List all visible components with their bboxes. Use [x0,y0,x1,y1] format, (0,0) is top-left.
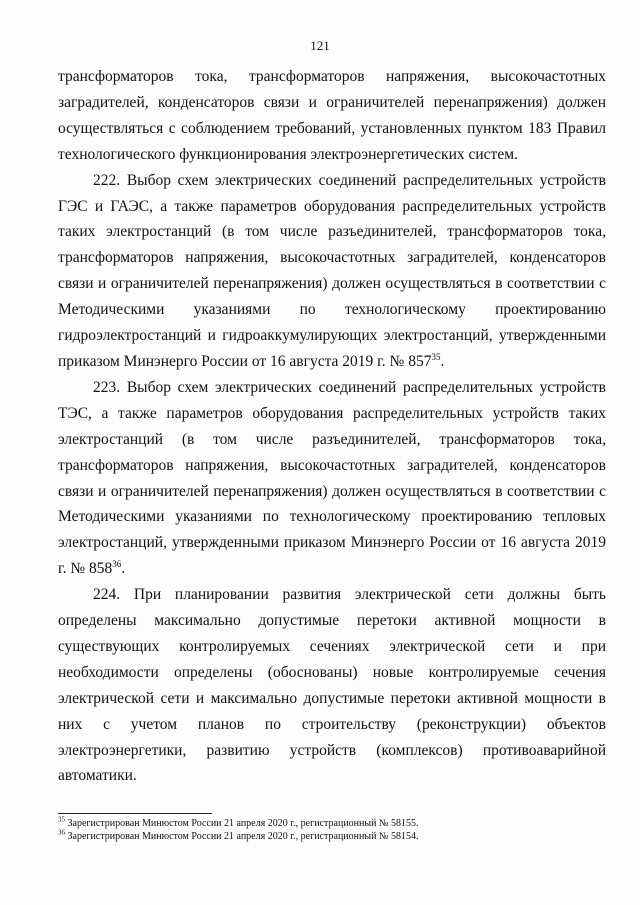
footnote-text: Зарегистрирован Минюстом России 21 апреля 2020 г., регистрационный № 58155. [67,818,419,829]
paragraph-222 [58,168,606,375]
paragraph-continued [58,64,606,168]
footnote-36 [58,828,606,844]
footnote-mark: 36 [58,828,65,837]
footnote-text: Зарегистрирован Минюстом России 21 апреля 2020 г., регистрационный № 58154. [67,830,419,842]
footnote-ref-35: 35 [431,351,441,362]
paragraph-tail: . [440,352,445,370]
paragraph-223 [58,375,606,582]
paragraph-text: 223. Выбор схем электрических соединений распределительных устройств ТЭС, а также параметров оборудования распределительных устройств таких электростанций (в том числе разъединителей, трансформаторов тока, трансформаторов напряжения, высокочастотных заградителей, конденсаторов связи и ограничителей перенапряжения) должен осуществляться в соответствии с Методическими указаниями по технологическому проектированию тепловых электростанций, утвержденными приказом Минэнерго России от 16 августа 2019 г. № 858 [58,378,606,578]
document-body [58,64,606,789]
page-number: 121 [310,38,330,53]
paragraph-text: 224. При планировании развития электрической сети должны быть определены максимально допустимые перетоки активной мощности в существующих контролируемых сечениях электрической сети и при необходимости определены (обоснованы) новые контролируемые сечения электрической сети и максимально допустимые перетоки активной мощности в них с учетом планов по строительству (реконструкции) объектов электроэнергетики, развитию устройств (комплексов) противоаварийной автоматики. [58,586,606,785]
paragraph-text: трансформаторов тока, трансформаторов напряжения, высокочастотных заградителей, конденсаторов связи и ограничителей перенапряжения) должен осуществляться с соблюдением требований, установленных пунктом 183 Правил технологического функционирования электроэнергетических систем. [58,68,606,163]
footnote-ref-36: 36 [112,559,122,570]
paragraph-text: 222. Выбор схем электрических соединений распределительных устройств ГЭС и ГАЭС, а также параметров оборудования распределительных устройств таких электростанций (в том числе разъединителей, трансформаторов тока, трансформаторов напряжения, высокочастотных заградителей, конденсаторов связи и ограничителей перенапряжения) должен осуществляться в соответствии с Методическими указаниями по технологическому проектированию гидроэлектростанций и гидроаккумулирующих электростанций, утвержденными приказом Минэнерго России от 16 августа 2019 г. № 857 [58,171,606,370]
paragraph-224 [58,582,606,789]
paragraph-tail: . [121,560,126,578]
footnote-mark: 35 [58,815,65,824]
footnote-35 [58,815,606,831]
footnote-separator [58,813,212,814]
footnotes [58,815,606,843]
